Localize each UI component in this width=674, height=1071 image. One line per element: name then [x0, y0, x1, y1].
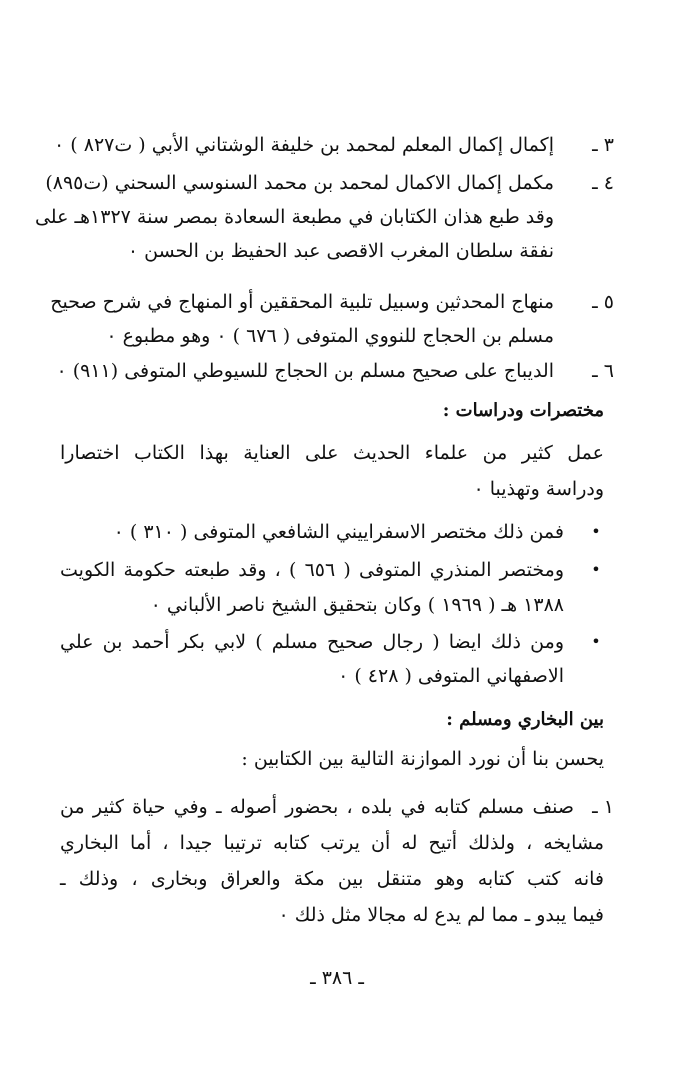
item-number: ٦ ـ [592, 360, 614, 382]
paragraph-line [60, 742, 604, 776]
bullet-marker: • [591, 632, 601, 651]
bullet-marker: • [591, 522, 601, 541]
paragraph-text: يحسن بنا أن نورد الموازنة التالية بين الكتابين : [241, 748, 604, 770]
paragraph-line [60, 472, 604, 506]
bullet-text: ومن ذلك ايضا ( رجال صحيح مسلم ) لابي بكر أحمد بن علي [60, 631, 564, 653]
bullet-continuation [60, 588, 604, 622]
bullet-item [60, 515, 604, 549]
item-number: ٣ ـ [592, 134, 614, 156]
bullet-text: فمن ذلك مختصر الاسفراييني الشافعي المتوفى ( ٣١٠ ) ٠ [113, 521, 564, 543]
item-text: مكمل إكمال الاكمال لمحمد بن محمد السنوسي السحني (ت٨٩٥) [45, 172, 554, 194]
item-number: ٥ ـ [592, 291, 614, 313]
item-number: ١ ـ [592, 796, 614, 818]
bullet-continuation [60, 659, 604, 693]
item-text: مشايخه ، ولذلك أتيح له أن يرتب كتابه ترتيبا جيدا ، أما البخاري [60, 832, 604, 854]
bullet-item [60, 625, 604, 659]
item-continuation [60, 862, 604, 896]
item-text: صنف مسلم كتابه في بلده ، بحضور أصوله ـ وفي حياة كثير من [60, 796, 574, 818]
item-text: فانه كتب كتابه وهو متنقل بين مكة والعراق وبخارى ، وذلك ـ [60, 868, 604, 890]
item-number: ٤ ـ [592, 172, 614, 194]
item-continuation [34, 200, 604, 234]
bullet-text: ومختصر المنذري المتوفى ( ٦٥٦ ) ، وقد طبعته حكومة الكويت [60, 559, 564, 581]
paragraph-line [60, 436, 604, 470]
list-item [60, 790, 614, 824]
paragraph-text: ودراسة وتهذيبا ٠ [473, 478, 604, 500]
item-continuation [60, 319, 604, 353]
bullet-text: ١٣٨٨ هـ ( ١٩٦٩ ) وكان بتحقيق الشيخ ناصر الألباني ٠ [150, 594, 564, 616]
item-text: منهاج المحدثين وسبيل تلبية المحققين أو المنهاج في شرح صحيح [50, 291, 554, 313]
item-continuation [60, 898, 604, 932]
list-item [54, 128, 614, 162]
item-text: فيما يبدو ـ مما لم يدع له مجالا مثل ذلك ٠ [278, 904, 604, 926]
page-body [34, 0, 614, 960]
item-text: إكمال إكمال المعلم لمحمد بن خليفة الوشتاني الأبي ( ت٨٢٧ ) ٠ [54, 134, 554, 156]
item-text: الديباج على صحيح مسلم بن الحجاج للسيوطي المتوفى (٩١١) ٠ [56, 360, 554, 382]
list-item [45, 166, 614, 200]
list-item [50, 285, 614, 319]
section-heading: مختصرات ودراسات : [442, 400, 604, 421]
bullet-text: الاصفهاني المتوفى ( ٤٢٨ ) ٠ [338, 665, 564, 687]
list-item [56, 354, 614, 388]
bullet-item [60, 553, 604, 587]
section-heading: بين البخاري ومسلم : [446, 709, 604, 730]
item-continuation [60, 234, 604, 268]
paragraph-text: عمل كثير من علماء الحديث على العناية بهذا الكتاب اختصارا [60, 442, 604, 464]
item-text: نفقة سلطان المغرب الاقصى عبد الحفيظ بن الحسن ٠ [127, 240, 554, 262]
item-text: مسلم بن الحجاج للنووي المتوفى ( ٦٧٦ ) ٠ وهو مطبوع ٠ [106, 325, 554, 347]
item-text: وقد طبع هذان الكتابان في مطبعة السعادة بمصر سنة ١٣٢٧هـ على [34, 206, 554, 228]
bullet-marker: • [591, 560, 601, 579]
page-number: ـ ٣٨٦ ـ [310, 967, 364, 989]
item-continuation [60, 826, 604, 860]
